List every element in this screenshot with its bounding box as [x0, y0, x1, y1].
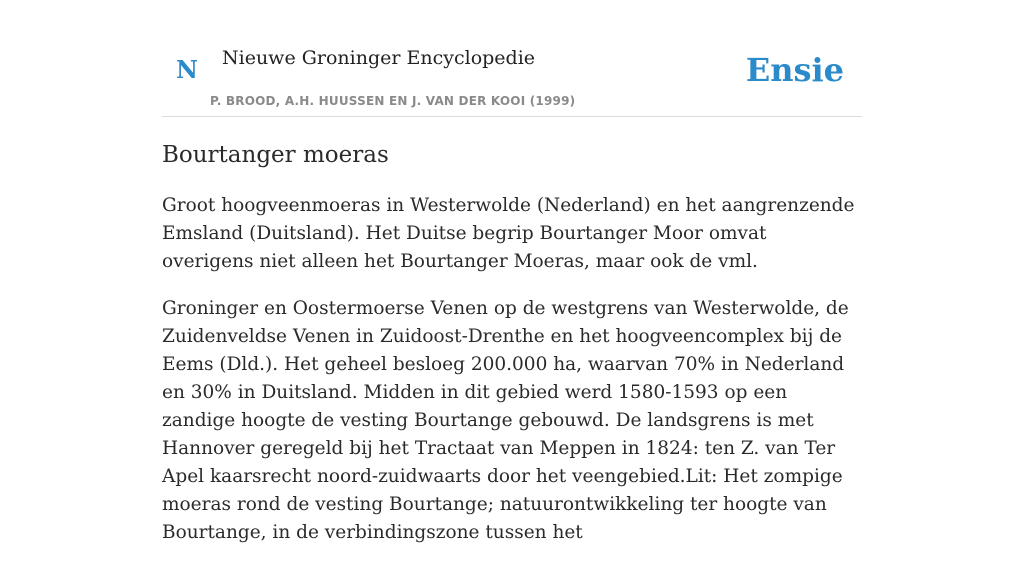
- entry-paragraph: Groot hoogveenmoeras in Westerwolde (Nederland) en het aangrenzende Emsland (Duitsland). Het Duitse begrip Bourtanger Moor omvat overigens niet alleen het Bourtanger Moeras, maar ook de vml.: [162, 195, 855, 272]
- book-letter-icon[interactable]: N: [176, 55, 198, 84]
- entry-body: [162, 192, 862, 566]
- book-authors: P. BROOD, A.H. HUUSSEN EN J. VAN DER KOOI (1999): [210, 94, 576, 108]
- page: [162, 0, 862, 543]
- entry-paragraph: Groninger en Oostermoerse Venen op de westgrens van Westerwolde, de Zuidenveldse Venen in Zuidoost-Drenthe en het hoogveencomplex bij de Eems (Dld.). Het geheel besloeg 200.000 ha, waarvan 70% in Nederland en 30% in Duitsland. Midden in dit gebied werd 1580-1593 op een zandige hoogte de vesting Bourtange gebouwd. De landsgrens is met Hannover geregeld bij het Tractaat van Meppen in 1824: ten Z. van Ter Apel kaarsrecht noord-zuidwaarts door het veengebied.Lit: Het zompige moeras rond de vesting Bourtange; natuurontwikkeling ter hoogte van Bourtange, in de verbindingszone tussen het: [162, 298, 849, 543]
- ensie-logo[interactable]: Ensie: [745, 51, 844, 89]
- book-header: [162, 0, 862, 117]
- entry-title: Bourtanger moeras: [162, 142, 389, 168]
- book-title-link[interactable]: Nieuwe Groninger Encyclopedie: [222, 47, 536, 69]
